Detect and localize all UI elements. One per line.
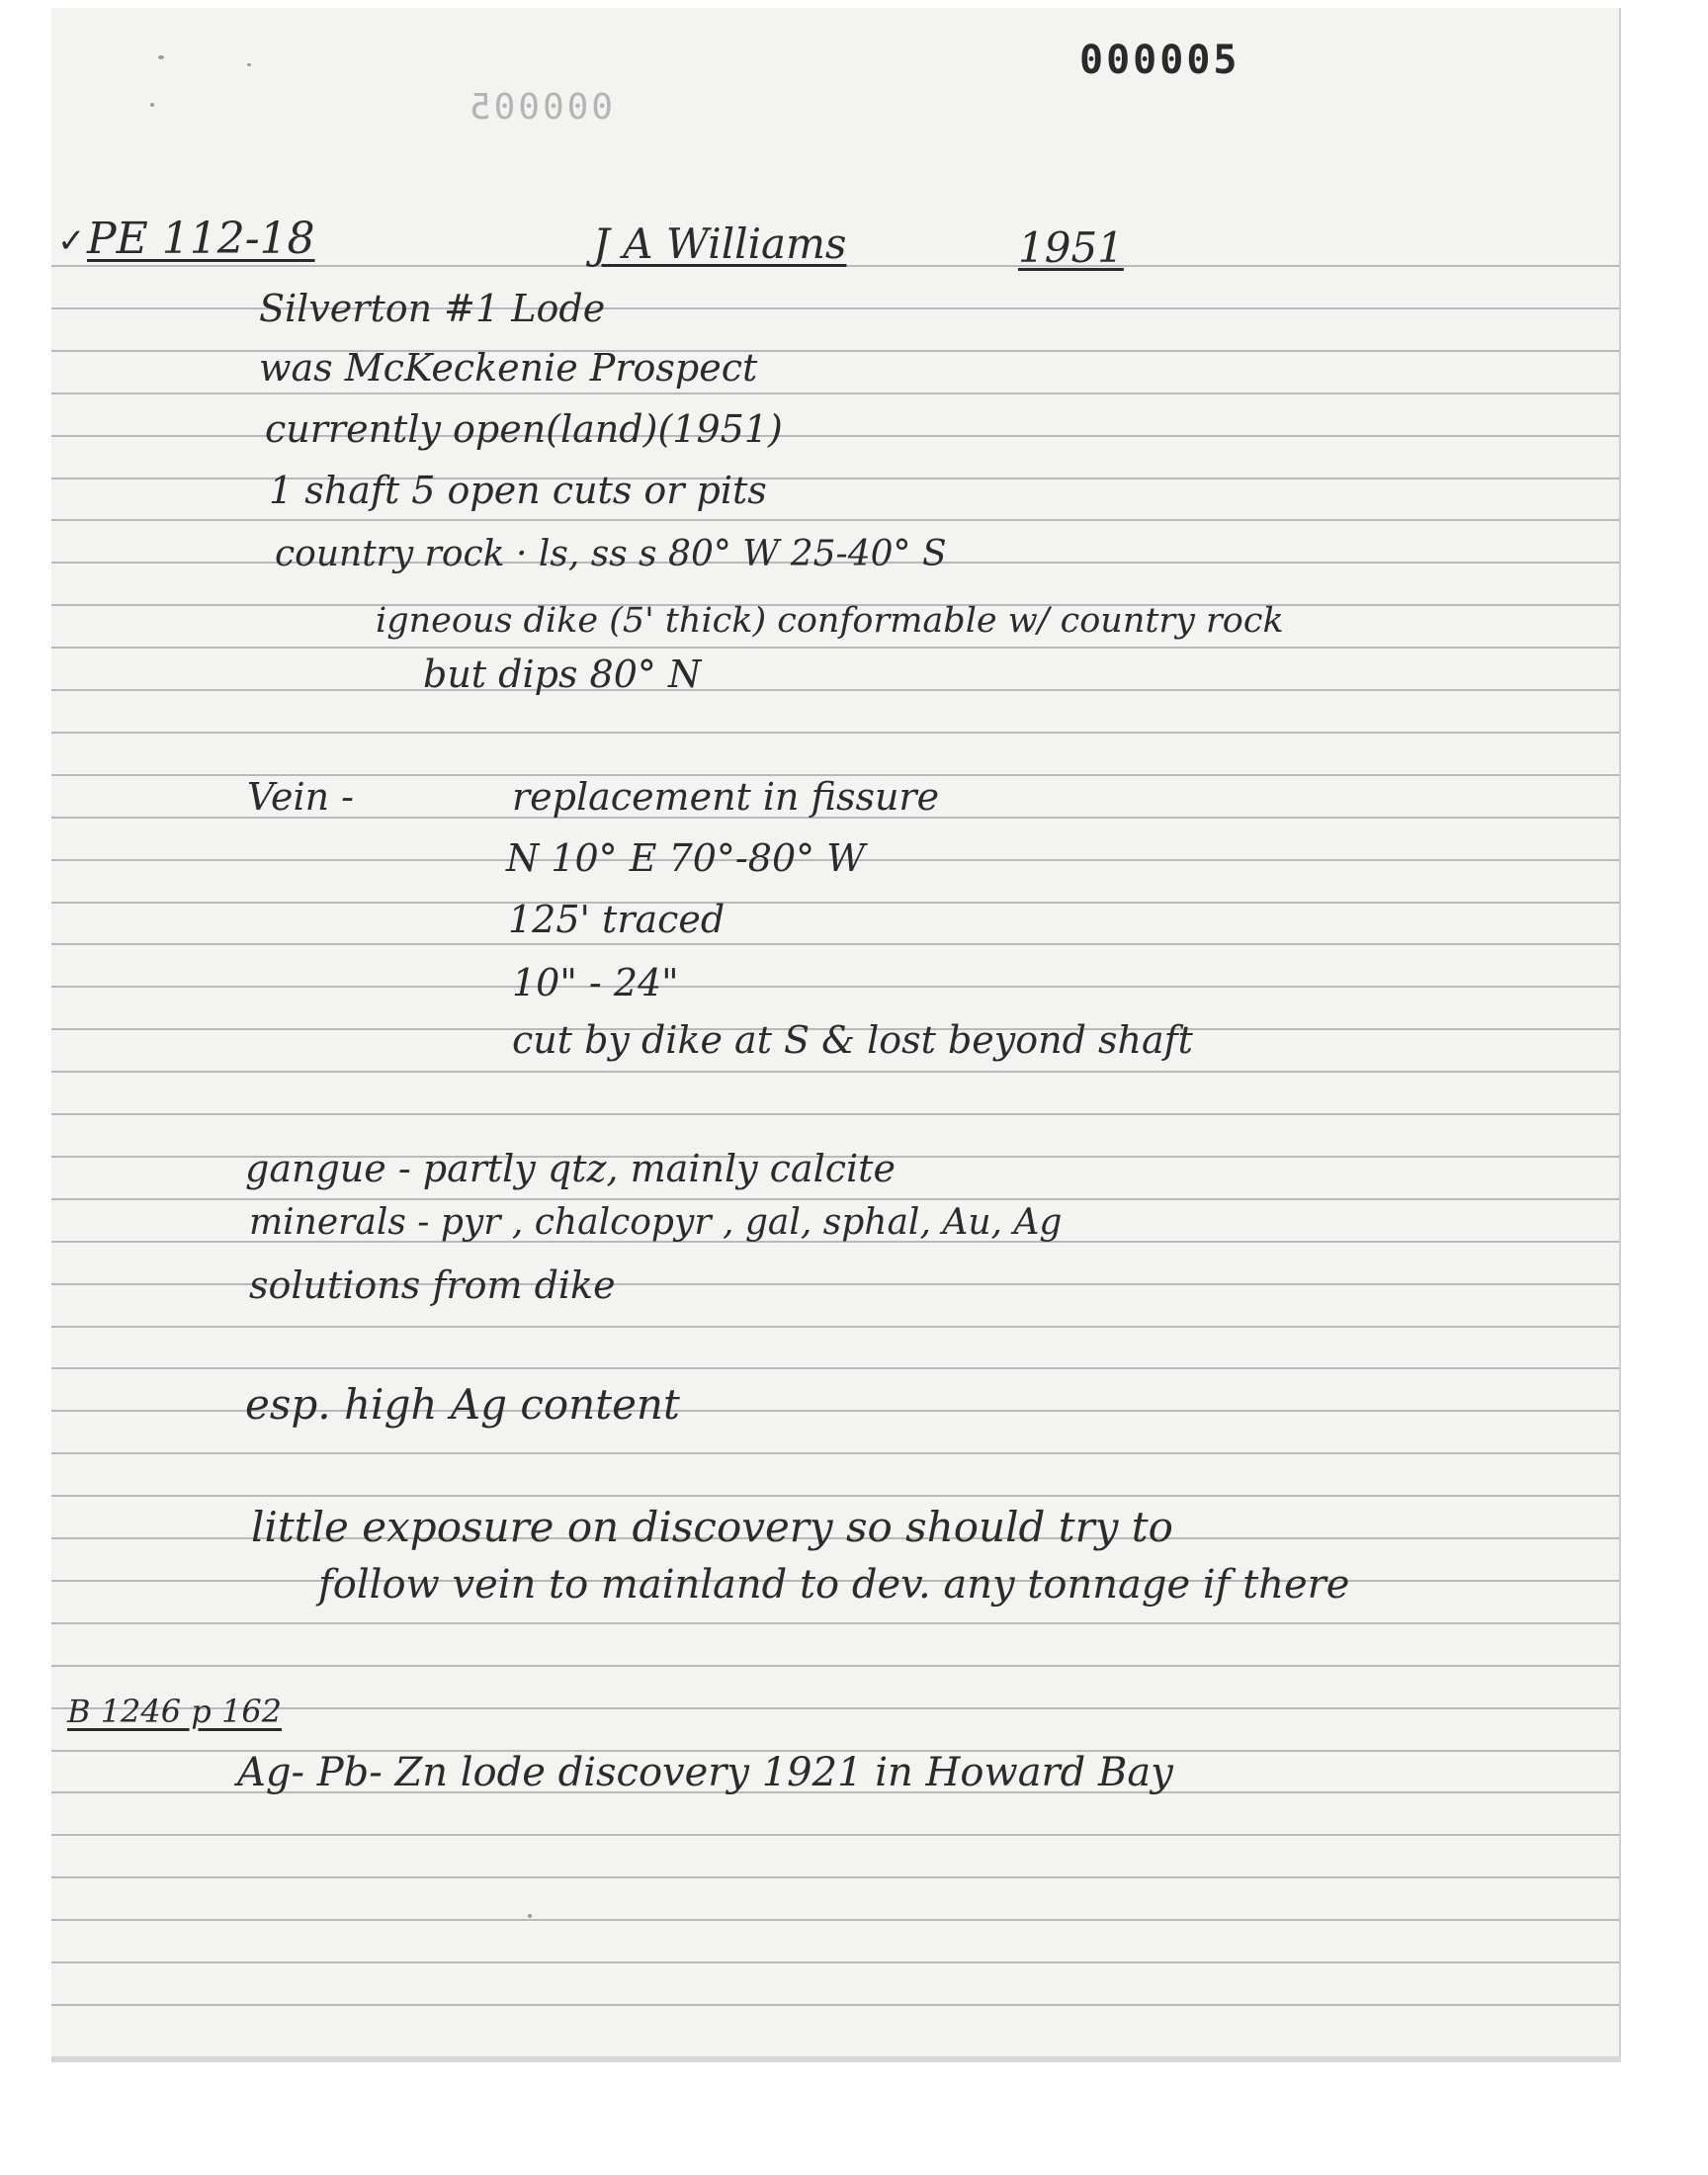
note-line: solutions from dike <box>249 1263 616 1307</box>
ruled-line <box>51 1622 1619 1624</box>
note-line: 125' traced <box>508 898 726 941</box>
ruled-line <box>51 1452 1619 1454</box>
bulletin-reference: B 1246 p 162 <box>67 1693 283 1730</box>
ruled-line <box>51 1071 1619 1073</box>
report-year: 1951 <box>1018 223 1124 272</box>
note-line: little exposure on discovery so should try to <box>251 1503 1173 1551</box>
note-line: Silverton #1 Lode <box>259 287 606 330</box>
ruled-line <box>51 1326 1619 1328</box>
ruled-line <box>51 392 1619 394</box>
note-line: but dips 80° N <box>423 652 702 696</box>
scan-speck <box>528 1914 532 1918</box>
check-mark-icon: ✓ <box>57 221 86 261</box>
page-number-stamp: 000005 <box>1079 38 1240 83</box>
ruled-line <box>51 1113 1619 1115</box>
note-line: N 10° E 70°-80° W <box>506 836 866 880</box>
note-line: gangue - partly qtz, mainly calcite <box>245 1147 896 1190</box>
ruled-line <box>51 1876 1619 1878</box>
ruled-line <box>51 2004 1619 2006</box>
ruled-line <box>51 986 1619 988</box>
scan-speck <box>150 103 154 107</box>
ruled-line <box>51 943 1619 945</box>
note-line: follow vein to mainland to dev. any tonnage if there <box>318 1562 1350 1608</box>
note-line: Ag- Pb- Zn lode discovery 1921 in Howard Bay <box>237 1750 1173 1795</box>
vein-label: Vein - <box>247 775 354 819</box>
ruled-line <box>51 519 1619 521</box>
note-line: minerals - pyr , chalcopyr , gal, sphal, Au, Ag <box>249 1202 1063 1243</box>
note-line: igneous dike (5' thick) conformable w/ country rock <box>376 601 1284 641</box>
note-line: currently open(land)(1951) <box>265 407 783 451</box>
note-line: country rock · ls, ss s 80° W 25-40° S <box>275 534 947 574</box>
reference-code: PE 112-18 <box>87 214 315 264</box>
ruled-line <box>51 647 1619 649</box>
scan-speck <box>158 55 164 59</box>
ruled-line <box>51 1961 1619 1963</box>
note-line: was McKeckenie Prospect <box>259 346 758 390</box>
note-line: cut by dike at S & lost beyond shaft <box>512 1018 1193 1062</box>
ruled-line <box>51 1919 1619 1921</box>
ruled-line <box>51 1367 1619 1369</box>
note-line: 10" - 24" <box>512 961 679 1004</box>
ruled-line <box>51 689 1619 691</box>
faint-page-number-stamp: 000005 <box>467 87 614 128</box>
ruled-line <box>51 902 1619 904</box>
ruled-line <box>51 1665 1619 1667</box>
ruled-line <box>51 1707 1619 1709</box>
note-line: replacement in fissure <box>512 775 940 819</box>
sheet-shadow <box>51 2056 1621 2062</box>
scan-speck <box>247 63 251 66</box>
ruled-line <box>51 1834 1619 1836</box>
ruled-line <box>51 1495 1619 1497</box>
ruled-line <box>51 1198 1619 1200</box>
note-line: 1 shaft 5 open cuts or pits <box>269 469 767 512</box>
author-name: J A Williams <box>593 219 847 268</box>
ruled-line <box>51 732 1619 734</box>
note-line: esp. high Ag content <box>245 1380 680 1429</box>
